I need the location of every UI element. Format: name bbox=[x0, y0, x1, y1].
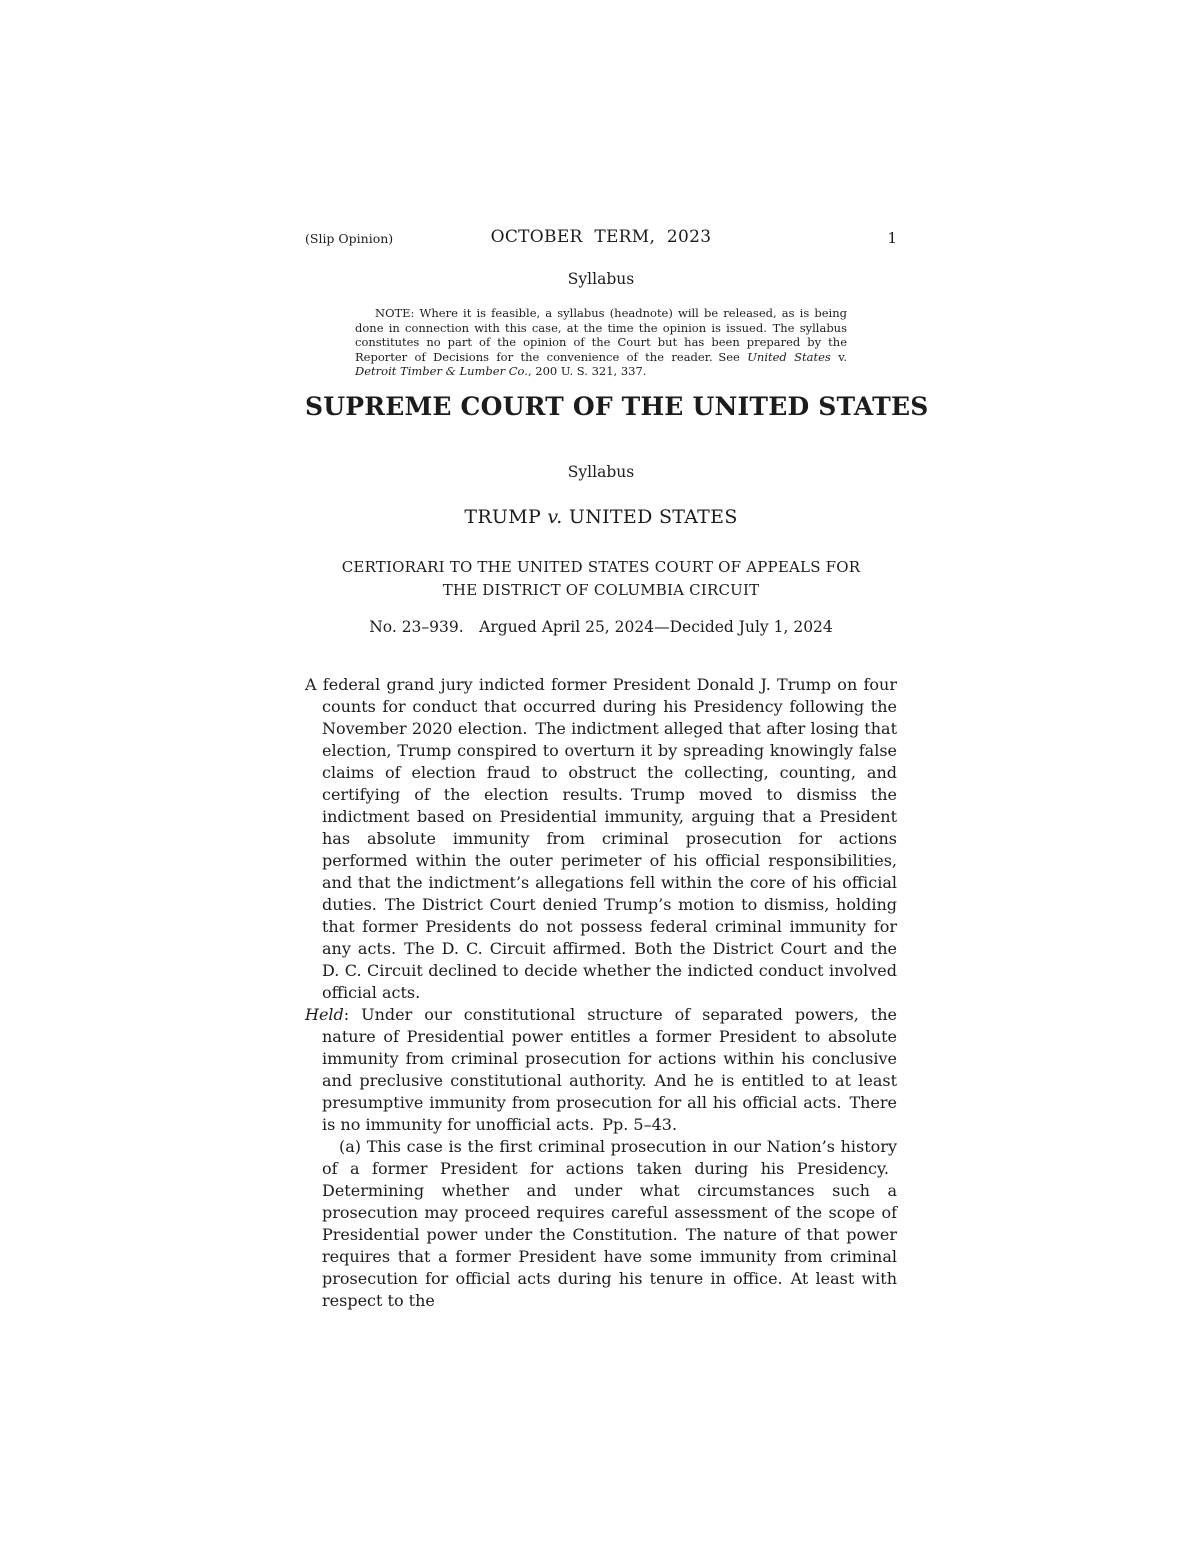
note-text-prefix: NOTE: Where it is feasible, a syllabus (headnote) will be released, as is being done in connection with this case, at the time the opinion is issued. The syllabus constitutes no part of the opinion of the Court but has been prepared by the Reporter of Decisions for the convenience of the reader. See bbox=[355, 306, 847, 364]
case-petitioner: TRUMP bbox=[464, 506, 548, 528]
slip-opinion-label: (Slip Opinion) bbox=[305, 231, 394, 246]
held-text: : Under our constitutional structure of separated powers, the nature of Presidential power entitles a former President to absolute immunity from criminal prosecution for actions within his conclusive and preclusive constitutional authority. And he is entitled to at least presumptive immunity from prosecution for all his official acts. There is no immunity for unofficial acts. Pp. 5–43. bbox=[322, 1005, 897, 1134]
held-label: Held bbox=[305, 1005, 344, 1024]
certiorari-line-1: CERTIORARI TO THE UNITED STATES COURT OF APPEALS FOR bbox=[341, 558, 861, 576]
note-case-name-b: Detroit Timber & Lumber Co. bbox=[355, 364, 528, 379]
certiorari-line-2: THE DISTRICT OF COLUMBIA CIRCUIT bbox=[442, 581, 760, 599]
case-versus: v. bbox=[547, 506, 563, 528]
subparagraph-a: (a) This case is the first criminal prosecution in our Nation’s history of a former President for actions taken during his Presidency. Determining whether and under what circumstances such a prosecution may proceed requires careful assessment of the scope of Presidential power under the Constitution. The nature of that power requires that a former President have some immunity from criminal prosecution for official acts during his tenure in office. At least with respect to the bbox=[322, 1137, 897, 1310]
syllabus-label-top: Syllabus bbox=[567, 270, 635, 288]
held-paragraph bbox=[305, 1004, 897, 1136]
certiorari-statement bbox=[305, 556, 897, 602]
case-respondent: UNITED STATES bbox=[562, 506, 738, 528]
syllabus-label-main: Syllabus bbox=[567, 463, 635, 481]
case-title bbox=[305, 506, 897, 528]
syllabus-paragraph-facts: A federal grand jury indicted former President Donald J. Trump on four counts for conduct that occurred during his Presidency following the November 2020 election. The indictment alleged that after losing that election, Trump conspired to overturn it by spreading knowingly false claims of election fraud to obstruct the collecting, counting, and certifying of the election results. Trump moved to dismiss the indictment based on Presidential immunity, arguing that a President has absolute immunity from criminal prosecution for actions performed within the outer perimeter of his official responsibilities, and that the indictment’s allegations fell within the core of his official duties. The District Court denied Trump’s motion to dismiss, holding that former Presidents do not possess federal criminal immunity for any acts. The D. C. Circuit affirmed. Both the District Court and the D. C. Circuit declined to decide whether the indicted conduct involved official acts. bbox=[305, 675, 897, 1002]
note-versus: v. bbox=[830, 349, 847, 364]
docket-line: No. 23–939. Argued April 25, 2024—Decided July 1, 2024 bbox=[369, 618, 833, 636]
note-citation: , 200 U. S. 321, 337. bbox=[527, 364, 647, 379]
note-case-name-a: United States bbox=[747, 349, 831, 364]
page-number: 1 bbox=[887, 229, 897, 247]
headnote-disclaimer bbox=[355, 306, 847, 379]
court-title: SUPREME COURT OF THE UNITED STATES bbox=[305, 392, 929, 421]
syllabus-body bbox=[305, 674, 897, 1312]
term-header: OCTOBER TERM, 2023 bbox=[490, 227, 712, 247]
